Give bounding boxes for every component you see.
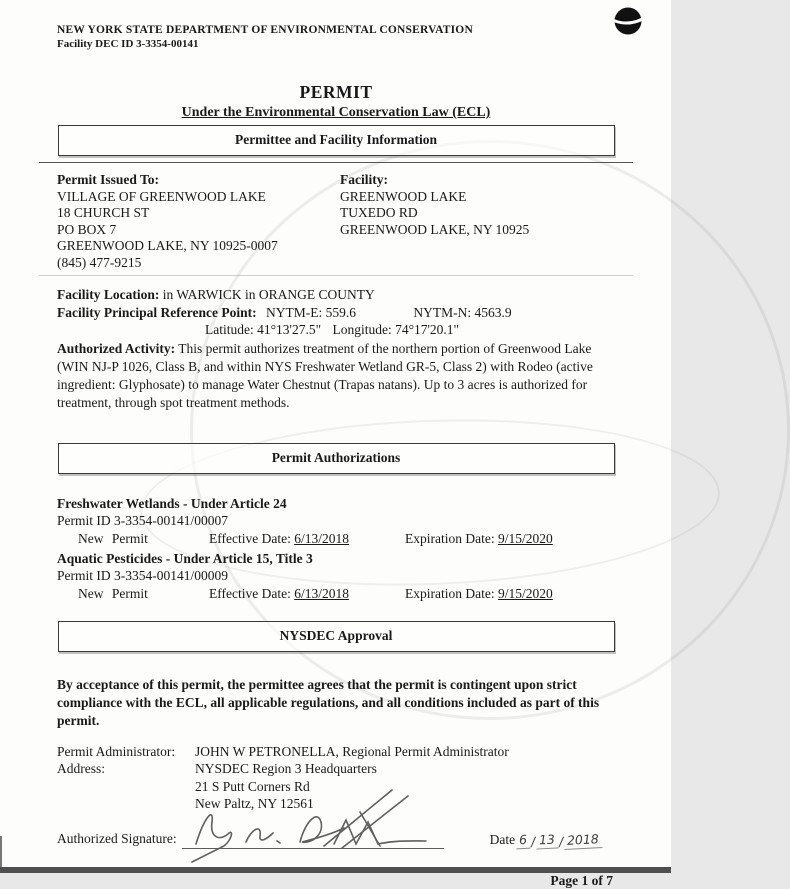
reference-point-line [57,304,615,322]
permit-type: New Permit [78,530,148,546]
permit-administrator-label: Permit Administrator: [57,743,176,759]
section-header-nysdec-approval: NYSDEC Approval [58,621,615,652]
authorization-entry-aquatic-pesticides [57,551,615,602]
facility-location-label: Facility Location: [57,287,160,302]
permit-title: PERMIT [299,82,373,102]
reference-point-label: Facility Principal Reference Point: [57,304,257,320]
effective-date-label: Effective Date: [209,530,291,546]
permittee-label: Permit Issued To: [57,172,160,187]
permittee-name: VILLAGE OF GREENWOOD LAKE [57,188,266,204]
signature-row [57,827,615,849]
dec-seal-icon [613,6,643,36]
acceptance-statement: By acceptance of this permit, the permittee agrees that the permit is contingent upon strict compliance with the ECL, all applicable regulations, and all conditions included as part of this permit. [57,676,600,728]
effective-date-value: 6/13/2018 [294,585,349,601]
nytm-n-label: NYTM-N: [413,304,472,320]
address-line: 21 S Putt Corners Rd [195,778,310,794]
divider [39,162,633,163]
date-day-handwritten: 13 [536,831,559,849]
facility-dec-id: Facility DEC ID 3-3354-00141 [57,38,199,50]
address-line: NYSDEC Region 3 Headquarters [195,761,377,776]
divider [39,275,633,276]
permit-subtitle: Under the Environmental Conservation Law (ECL) [181,105,491,120]
expiration-date-label: Expiration Date: [405,585,495,601]
authorization-dates-row [57,531,615,547]
expiration-date [405,531,553,547]
authorization-title: Aquatic Pesticides - Under Article 15, Title 3 [57,550,313,566]
effective-date-label: Effective Date: [209,585,291,601]
authorized-activity-label: Authorized Activity: [57,340,176,356]
agency-name: NEW YORK STATE DEPARTMENT OF ENVIRONMENTAL CONSERVATION [57,24,473,36]
latitude-label: Latitude: [205,322,254,337]
expiration-date-label: Expiration Date: [405,530,495,546]
coordinates-line [57,321,615,339]
signature-line [182,831,444,849]
authorization-permit-id: Permit ID 3-3354-00141/00007 [57,512,228,528]
section-header-permit-authorizations: Permit Authorizations [58,443,615,474]
date-separator: / [530,833,536,849]
latitude-value: 41°13'27.5" [257,322,322,337]
expiration-date-value: 9/15/2020 [497,585,553,601]
section-header-permittee-facility: Permittee and Facility Information [58,125,615,156]
facility-address-line: GREENWOOD LAKE, NY 10925 [340,221,530,237]
date-separator: / [558,833,564,849]
date-label: Date [489,831,516,847]
permit-administrator-value: JOHN W PETRONELLA, Regional Permit Administrator [195,743,509,759]
facility-block [340,172,615,271]
nytm-e-value: 559.6 [325,304,356,320]
authorization-permit-id: Permit ID 3-3354-00141/00009 [57,567,228,583]
longitude-label: Longitude: [332,322,392,337]
date-group [490,832,604,849]
agency-header [57,24,615,50]
expiration-date [405,586,553,602]
expiration-date-value: 9/15/2020 [497,530,553,546]
permit-type: New Permit [78,585,148,601]
facility-address-line: TUXEDO RD [340,205,418,220]
longitude-value: 74°17'20.1" [395,322,460,337]
permittee-block [57,172,340,271]
address-label: Address: [57,761,105,776]
permittee-phone: (845) 477-9215 [57,254,142,270]
address-line: New Paltz, NY 12561 [195,796,314,811]
authorization-entry-freshwater-wetlands [57,496,615,547]
facility-location-line [57,286,615,304]
page-number: Page 1 of 7 [550,872,613,888]
authorized-activity-text: This permit authorizes treatment of the northern portion of Greenwood Lake (WIN NJ-P 1026, Class B, and within NYS Freshwater Wetland GR-5, Class 2) with Rodeo (active ingredient: Glyphosate) to manage Water Chestnut (Trapas natans). Up to 3 acres is authorized for treatment, through spot treatment methods. [57,340,593,410]
facility-location-value: in WARWICK in ORANGE COUNTY [162,287,375,302]
effective-date-value: 6/13/2018 [294,530,349,546]
date-month-handwritten: 6 [516,831,531,849]
handwritten-signature [174,784,434,862]
date-year-handwritten: 2018 [564,831,603,850]
effective-date [209,531,405,547]
facility-location-block [57,286,615,412]
authorization-list [57,496,615,602]
authorized-signature-label: Authorized Signature: [57,830,177,846]
permittee-address-line: GREENWOOD LAKE, NY 10925-0007 [57,238,278,253]
facility-name: GREENWOOD LAKE [340,188,467,204]
nytm-n-value: 4563.9 [474,304,512,320]
scan-bottom-bar [0,867,671,873]
authorization-dates-row [57,586,615,602]
effective-date [209,586,405,602]
authorized-activity [57,340,615,412]
permittee-facility-columns [57,172,615,271]
nytm-e-label: NYTM-E: [265,304,323,320]
permittee-address-line: PO BOX 7 [57,221,117,237]
facility-label: Facility: [340,172,388,187]
authorization-title: Freshwater Wetlands - Under Article 24 [57,495,287,511]
permittee-address-line: 18 CHURCH ST [57,205,150,220]
title-block [57,82,615,121]
